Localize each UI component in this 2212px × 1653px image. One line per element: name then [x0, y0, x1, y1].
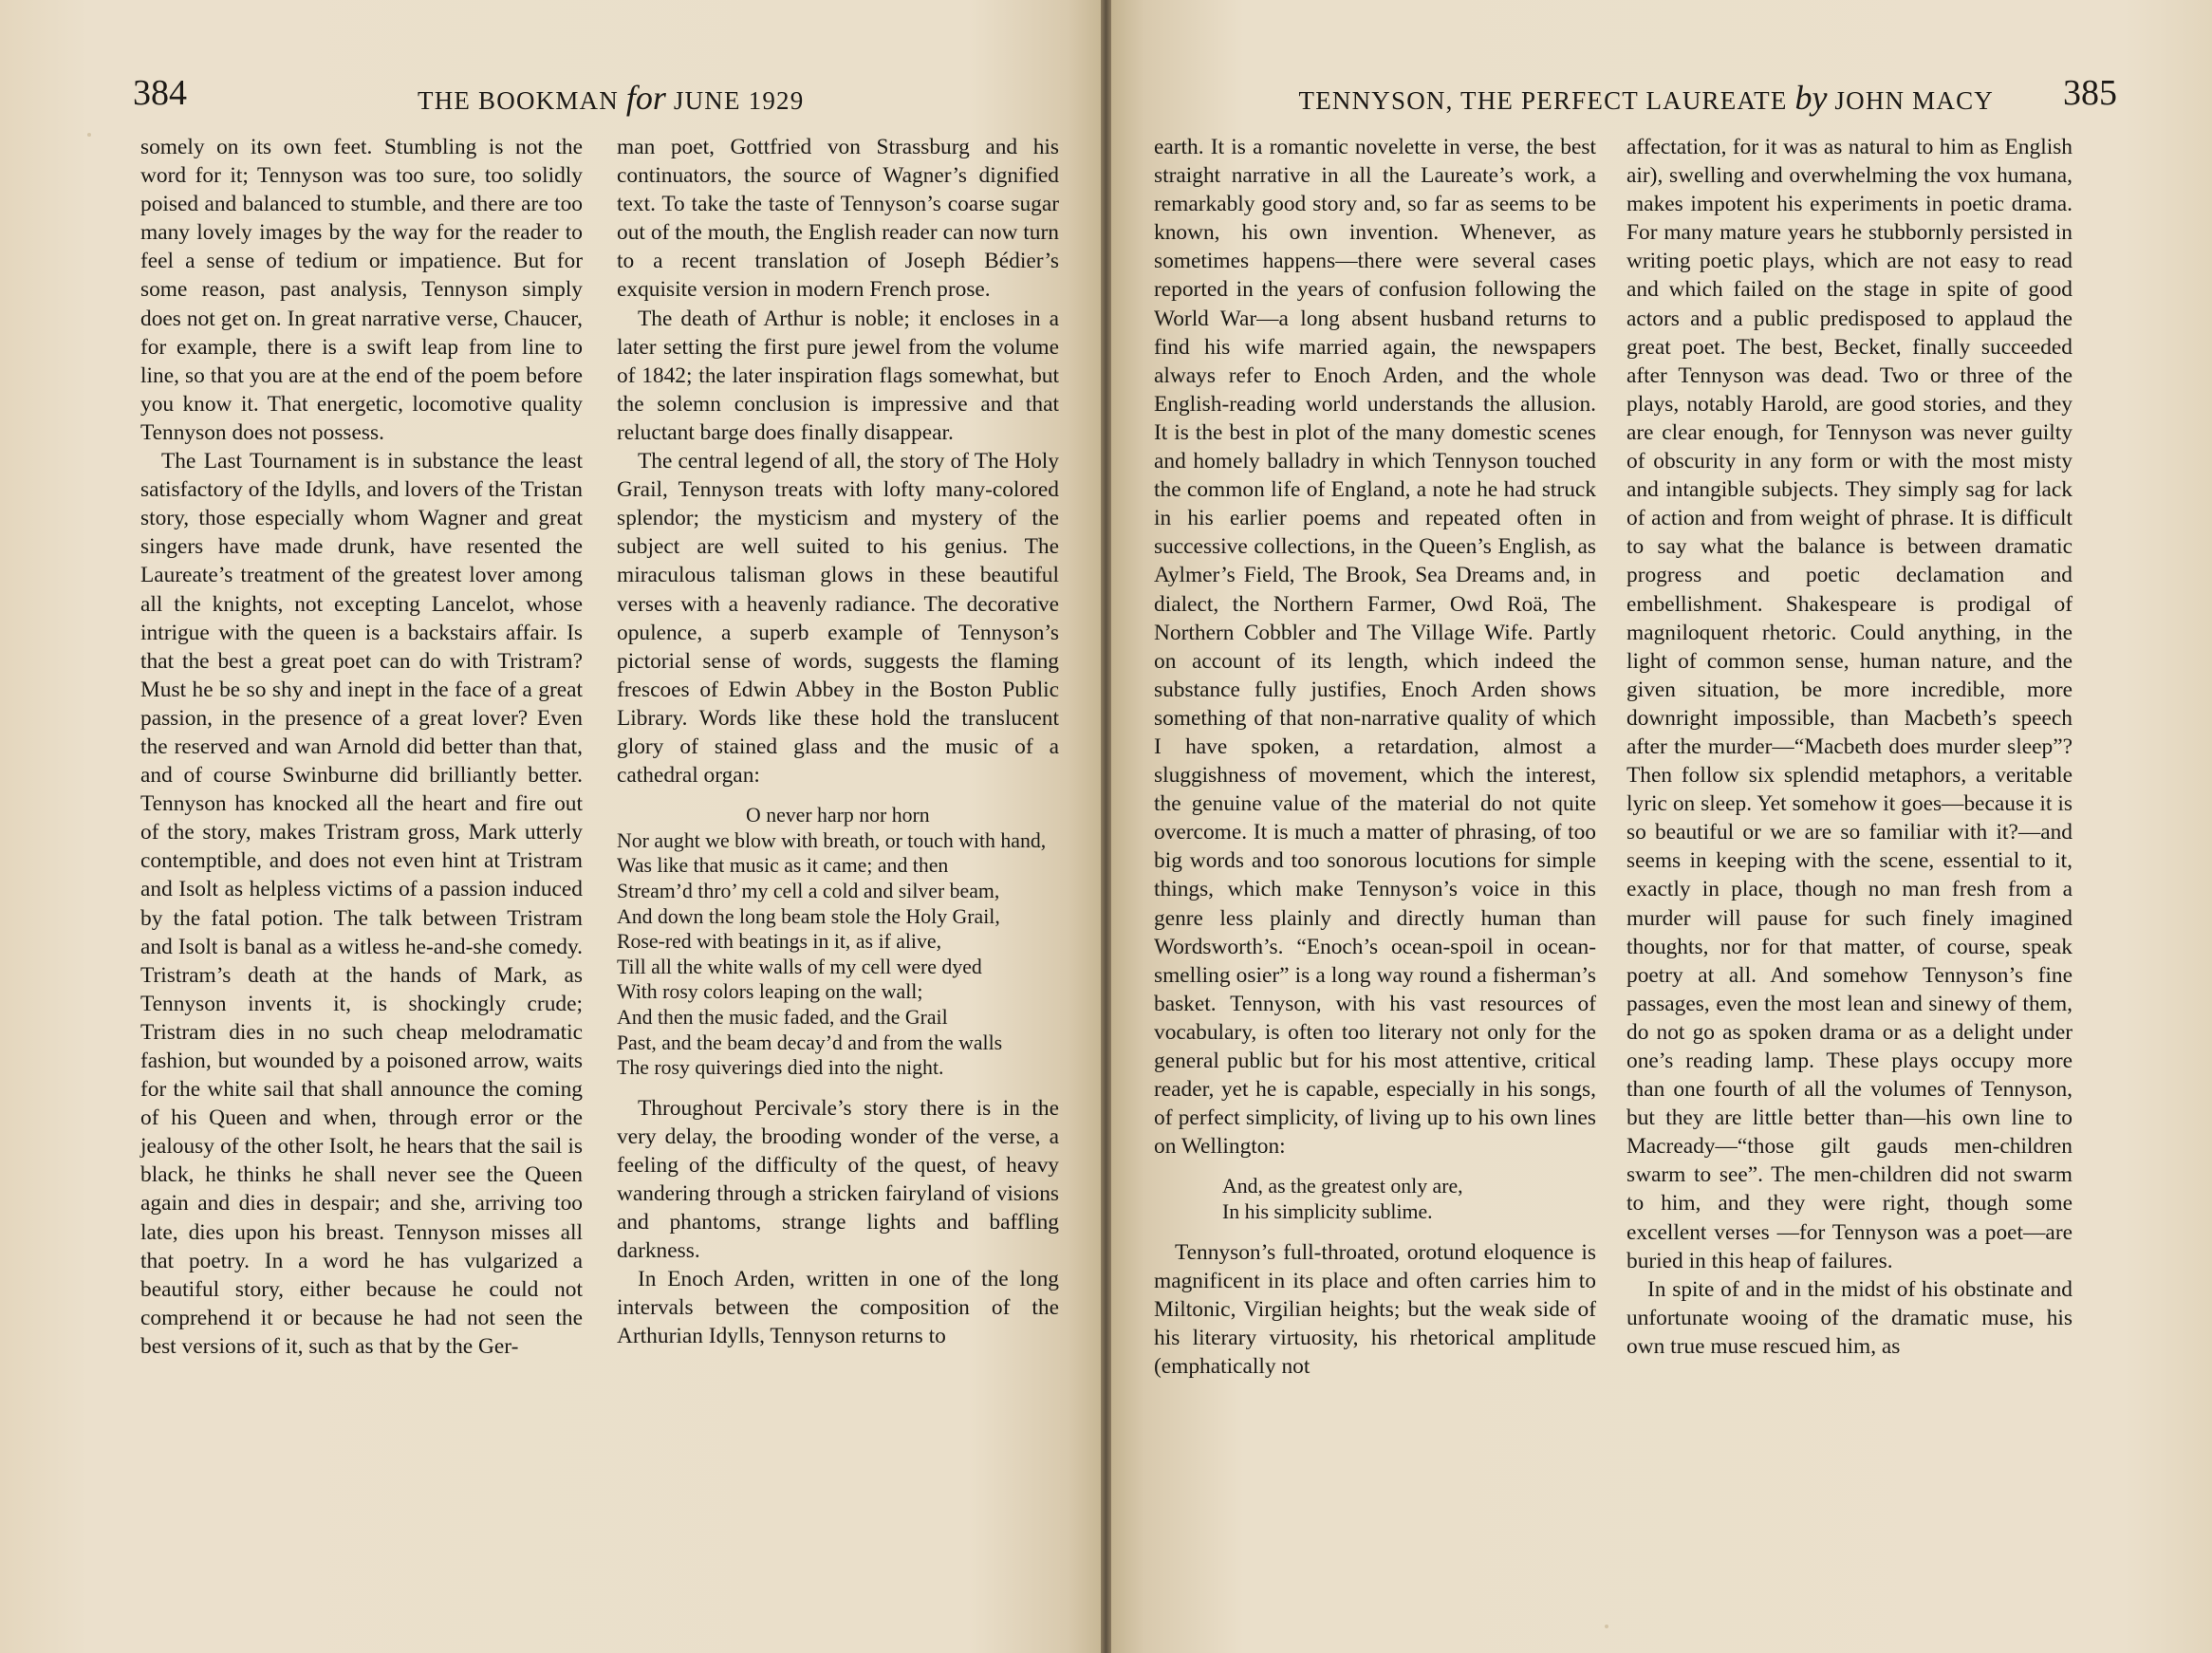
left-page-header: [133, 73, 1082, 125]
running-head-text: JOHN MACY: [1827, 86, 1994, 115]
paper-speck: [1605, 1625, 1608, 1628]
verse-line: And, as the greatest only are,: [1222, 1175, 1463, 1198]
verse-line: Past, and the beam decay’d and from the walls: [617, 1031, 1003, 1054]
paragraph: Throughout Percivale’s story there is in the very delay, the brooding wonder of the verse, a feeling of the difficulty of the quest, of heavy wandering through a stricken fairyland of visions and phantoms, strange lights and baffling darkness.: [617, 1095, 1059, 1264]
page-number: 384: [133, 73, 187, 113]
verse-line: Rose-red with beatings in it, as if alive,: [617, 930, 942, 954]
paragraph: man poet, Gottfried von Strassburg and his continuators, the source of Wagner’s dignified text. To take the taste of Tennyson’s coarse sugar out of the mouth, the English reader can now turn to a recent translation of Joseph Bédier’s exquisite version in modern French prose.: [617, 135, 1059, 303]
right-page: [1111, 0, 2212, 1653]
running-head: [418, 78, 804, 118]
paragraph: In spite of and in the midst of his obstinate and unfortunate wooing of the dramatic muse, his own true muse rescued him, as: [1626, 1276, 2073, 1359]
running-head: [1299, 78, 1994, 118]
paragraph: In Enoch Arden, written in one of the long intervals between the composition of the Arthurian Idylls, Tennyson returns to: [617, 1267, 1059, 1349]
verse-line: In his simplicity sublime.: [1222, 1199, 1433, 1223]
verse-line: And down the long beam stole the Holy Grail,: [617, 904, 1000, 928]
verse-quotation: [617, 803, 1059, 1081]
left-column-2: [617, 133, 1059, 1351]
book-gutter: [1101, 0, 1111, 1653]
verse-line: Nor aught we blow with breath, or touch with hand,: [617, 828, 1047, 852]
page-number: 385: [2063, 73, 2117, 113]
verse-line: Till all the white walls of my cell were dyed: [617, 955, 982, 978]
left-column-1: [140, 133, 583, 1361]
verse-quotation: [1222, 1174, 1596, 1224]
paragraph: earth. It is a romantic novelette in verse, the best straight narrative in all the Laureate’s work, a remarkably good story and, so far as seems to be known, his own invention. Whenever, as sometimes happens—there were several cases reported in the years of confusion following the World War—a long absent husband returns to find his wife married again, the newspapers always refer to Enoch Arden, and the whole English-reading world understands the allusion. It is the best in plot of the many domestic scenes and homely balladry in which Tennyson touched the common life of England, a note he had struck in his earlier poems and repeated often in successive collections, in the Queen’s English, as Aylmer’s Field, The Brook, Sea Dreams and, in dialect, the Northern Farmer, Owd Roä, The Northern Cobbler and The Village Wife. Partly on account of its length, which indeed the substance fully justifies, Enoch Arden shows something of that non-narrative quality of which I have spoken, a retardation, almost a sluggishness of movement, which the interest, the genuine value of the material do not quite overcome. It is much a matter of phrasing, of too big words and too sonorous locutions for simple things, which make Tennyson’s voice in this genre less plainly and directly human than Wordsworth’s. “Enoch’s ocean-spoil in ocean-smelling osier” is a long way round a fisherman’s basket. Tennyson, with his vast resources of vocabulary, is often too literary not only for the general public but for his most attentive, critical reader, yet he is capable, especially in his songs, of perfect simplicity, of living up to his own lines on Wellington:: [1154, 135, 1596, 1160]
verse-line: O never harp nor horn: [746, 804, 930, 827]
paper-speck: [87, 133, 91, 137]
verse-line: With rosy colors leaping on the wall;: [617, 980, 923, 1004]
verse-line: Was like that music as it came; and then: [617, 854, 949, 878]
left-page: [0, 0, 1101, 1653]
paragraph: The death of Arthur is noble; it encloses in a later setting the first pure jewel from the volume of 1842; the later inspiration flags somewhat, but the solemn conclusion is impressive and that reluctant barge does finally disappear.: [617, 306, 1059, 445]
right-column-1: [1154, 133, 1596, 1381]
running-head-text: TENNYSON, THE PERFECT LAUREATE: [1298, 86, 1795, 115]
verse-line: And then the music faded, and the Grail: [617, 1005, 948, 1029]
paragraph: The central legend of all, the story of The Holy Grail, Tennyson treats with lofty many-colored splendor; the mysticism and mystery of the subject are well suited to his genius. The miraculous talisman glows in these beautiful verses with a heavenly radiance. The decorative opulence, a superb example of Tennyson’s pictorial sense of words, suggests the flaming frescoes of Edwin Abbey in the Boston Public Library. Words like these hold the translucent glory of stained glass and the music of a cathedral organ:: [617, 449, 1059, 789]
paragraph: affectation, for it was as natural to him as English air), swelling and overwhelming the vox humana, makes impotent his experiments in poetic drama. For many mature years he stubbornly persisted in writing poetic plays, which are not easy to read and which failed on the stage in spite of good actors and a public predisposed to applaud the great poet. The best, Becket, finally succeeded after Tennyson was dead. Two or three of the plays, notably Harold, are good stories, and they are clear enough, for Tennyson was never guilty of obscurity in any form or with the most misty and intangible subjects. They simply sag for lack of action and from weight of phrase. It is difficult to say what the balance is between dramatic progress and poetic declamation and embellishment. Shakespeare is prodigal of magniloquent rhetoric. Could anything, in the light of common sense, human nature, and the given situation, be more incredible, more downright impossible, than Macbeth’s speech after the murder—“Macbeth does murder sleep”? Then follow six splendid metaphors, a veritable lyric on sleep. Yet somehow it goes—because it is so beautiful or we are so familiar with it?—and seems in keeping with the scene, essential to it, exactly in place, though no man fresh from a murder will pause for such finely imagined thoughts, nor for that matter, of course, speak poetry at all. And somehow Tennyson’s fine passages, even the most lean and sinewy of them, do not go as spoken drama or as a delight under one’s reading lamp. These plays occupy more than one fourth of all the volumes of Tennyson, but they are little better than—his own line to Macready—“those gilt gauds men-children swarm to see”. The men-children did not swarm to him, and they were right, though some excellent verses —for Tennyson was a poet—are buried in this heap of failures.: [1626, 135, 2073, 1273]
running-head-text: THE BOOKMAN: [418, 86, 626, 115]
running-head-italic: by: [1794, 79, 1828, 117]
paragraph: somely on its own feet. Stumbling is not the word for it; Tennyson was too sure, too solidly poised and balanced to stumble, and there are too many lovely images by the way for the reader to feel a sense of tedium or impatience. But for some reason, past analysis, Tennyson simply does not get on. In great narrative verse, Chaucer, for example, there is a swift leap from line to line, so that you are at the end of the poem before you know it. That energetic, locomotive quality Tennyson does not possess.: [140, 135, 583, 445]
paragraph: Tennyson’s full-throated, orotund eloquence is magnificent in its place and often carries him to Miltonic, Virgilian heights; but the weak side of his literary virtuosity, his rhetorical amplitude (emphatically not: [1154, 1239, 1596, 1379]
paragraph: The Last Tournament is in substance the least satisfactory of the Idylls, and lovers of the Tristan story, those especially whom Wagner and great singers have made drunk, have resented the Laureate’s treatment of the greatest lover among all the knights, not excepting Lancelot, whose intrigue with the queen is a backstairs affair. Is that the best a great poet can do with Tristram? Must he be so shy and inept in the face of a great passion, in the presence of a great lover? Even the reserved and wan Arnold did better than that, and of course Swinburne did brilliantly better. Tennyson has knocked all the heart and fire out of the story, makes Tristram gross, Mark utterly contemptible, and does not even hint at Tristram and Isolt as helpless victims of a passion induced by the fatal potion. The talk between Tristram and Isolt is banal as a witless he-and-she comedy. Tristram’s death at the hands of Mark, as Tennyson invents it, is shockingly crude; Tristram dies in no such cheap melodramatic fashion, but wounded by a poisoned arrow, waits for the white sail that shall announce the coming of his Queen and when, through error or the jealousy of the other Isolt, he hears that the sail is black, he thinks he shall never see the Queen again and dies in despair; and she, arriving too late, dies upon his breast. Tennyson misses all that poetry. In a word he has vulgarized a beautiful story, either because he could not comprehend it or because he had not seen the best versions of it, such as that by the Ger-: [140, 449, 583, 1359]
right-column-2: [1626, 133, 2073, 1361]
running-head-text: JUNE 1929: [665, 86, 805, 115]
right-page-header: [1168, 73, 2117, 125]
verse-line: The rosy quiverings died into the night.: [617, 1056, 944, 1080]
verse-line: Stream’d thro’ my cell a cold and silver beam,: [617, 879, 1000, 902]
running-head-italic: for: [625, 79, 666, 117]
